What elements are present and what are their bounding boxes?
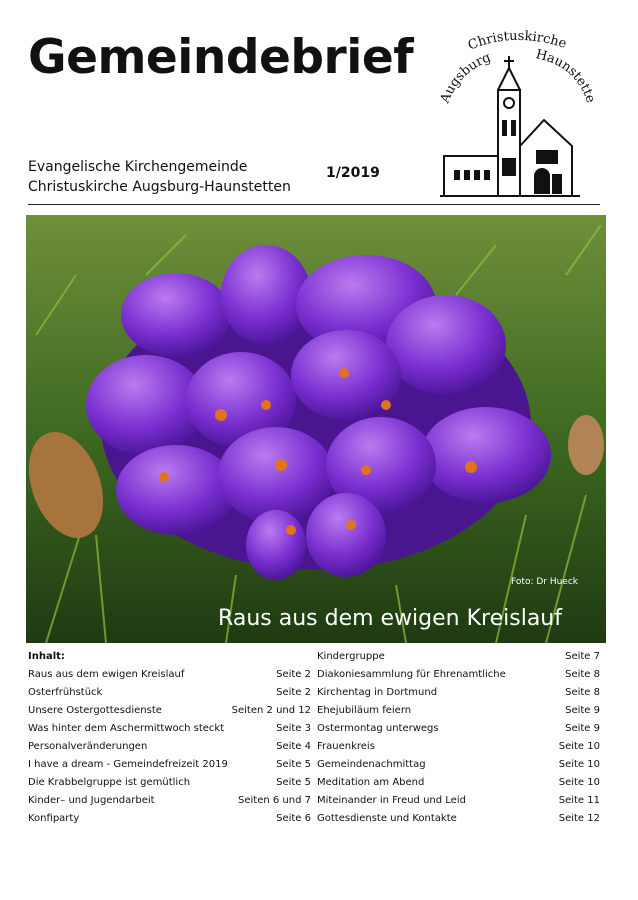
issue-number: 1/2019 [326, 165, 380, 181]
toc-entry-page: Seiten 2 und 12 [231, 705, 311, 716]
church-drawing [440, 28, 600, 200]
toc-entry-page: Seite 10 [558, 759, 600, 770]
parish-name [28, 157, 291, 197]
toc-entry-title: Die Krabbelgruppe ist gemütlich [28, 777, 191, 788]
toc-entry [28, 794, 311, 812]
toc-entry-page: Seite 2 [276, 687, 311, 698]
toc-entry-page: Seite 8 [565, 687, 600, 698]
toc-entry [317, 794, 600, 812]
toc-entry-page: Seite 6 [276, 813, 311, 824]
toc-entry [28, 812, 311, 830]
toc-entry-page: Seite 3 [276, 723, 311, 734]
cover-headline: Raus aus dem ewigen Kreislauf [218, 606, 562, 631]
toc-entry [317, 686, 600, 704]
header-divider [28, 204, 600, 205]
toc-entry [317, 758, 600, 776]
toc-entry [28, 704, 311, 722]
toc-entry-title: Meditation am Abend [317, 777, 425, 788]
toc-entry-page: Seite 7 [565, 651, 600, 662]
toc-entry-page: Seite 2 [276, 669, 311, 680]
toc-left-column [28, 650, 311, 830]
toc-entry-page: Seite 9 [565, 723, 600, 734]
toc-entry-title: Kirchentag in Dortmund [317, 687, 438, 698]
toc-entry [317, 740, 600, 758]
toc-entry [28, 740, 311, 758]
toc-entry-page: Seite 11 [558, 795, 600, 806]
toc-entry-title: I have a dream - Gemeindefreizeit 2019 [28, 759, 228, 770]
toc-entry [28, 776, 311, 794]
toc-entry [28, 686, 311, 704]
toc-entry-page: Seite 9 [565, 705, 600, 716]
svg-text:Christuskirche [466, 29, 569, 54]
toc-entry-page: Seite 5 [276, 759, 311, 770]
toc-entry-title: Personalveränderungen [28, 741, 148, 752]
logo-text-left: ugsburg [441, 50, 494, 98]
toc-entry-page: Seite 5 [276, 777, 311, 788]
toc-entry-title: Gottesdienste und Kontakte [317, 813, 457, 824]
toc-entry-title: Diakoniesammlung für Ehrenamtliche [317, 669, 506, 680]
toc-entry-title: Miteinander in Freud und Leid [317, 795, 466, 806]
newsletter-title: Gemeindebrief [28, 30, 414, 85]
toc-entry [28, 758, 311, 776]
svg-text:Augsburg [440, 50, 493, 106]
toc-entry-title: Ehejubiläum feiern [317, 705, 412, 716]
toc-heading: Inhalt: [28, 651, 65, 662]
toc-entry [28, 668, 311, 686]
parish-name-line1: Evangelische Kirchengemeinde [28, 159, 248, 175]
toc-entry-title: Unsere Ostergottesdienste [28, 705, 162, 716]
toc-entry-page: Seite 12 [558, 813, 600, 824]
toc-entry-title: Kindergruppe [317, 651, 385, 662]
toc-entry-page: Seite 8 [565, 669, 600, 680]
logo-text-right: Haunstette [534, 47, 598, 105]
toc-entry [317, 704, 600, 722]
toc-entry [317, 812, 600, 830]
toc-entry-title: Osterfrühstück [28, 687, 103, 698]
toc-entry [317, 668, 600, 686]
toc-entry-title: Kinder– und Jugendarbeit [28, 795, 155, 806]
toc-entry [317, 650, 600, 668]
parish-name-line2: Christuskirche Augsburg-Haunstetten [28, 179, 291, 195]
toc-entry [317, 776, 600, 794]
toc-entry-title: Frauenkreis [317, 741, 375, 752]
toc-entry-title: Ostermontag unterwegs [317, 723, 439, 734]
toc-entry-page: Seite 4 [276, 741, 311, 752]
logo-text-top: Christuskirche [465, 28, 569, 54]
church-logo [440, 28, 600, 200]
toc-entry [317, 722, 600, 740]
toc-entry-title: Was hinter dem Aschermittwoch steckt [28, 723, 225, 734]
toc-entry-page: Seite 10 [558, 777, 600, 788]
toc-entry-page: Seite 10 [558, 741, 600, 752]
toc-entry [28, 722, 311, 740]
toc-entry-title: Raus aus dem ewigen Kreislauf [28, 669, 185, 680]
toc-entry-title: Gemeindenachmittag [317, 759, 426, 770]
cover-photo [26, 215, 606, 643]
toc-entry-title: Konfiparty [28, 813, 80, 824]
photo-credit: Foto: Dr Hueck [511, 577, 578, 587]
toc-right-column [317, 650, 600, 830]
toc-entry-page: Seiten 6 und 7 [238, 795, 311, 806]
